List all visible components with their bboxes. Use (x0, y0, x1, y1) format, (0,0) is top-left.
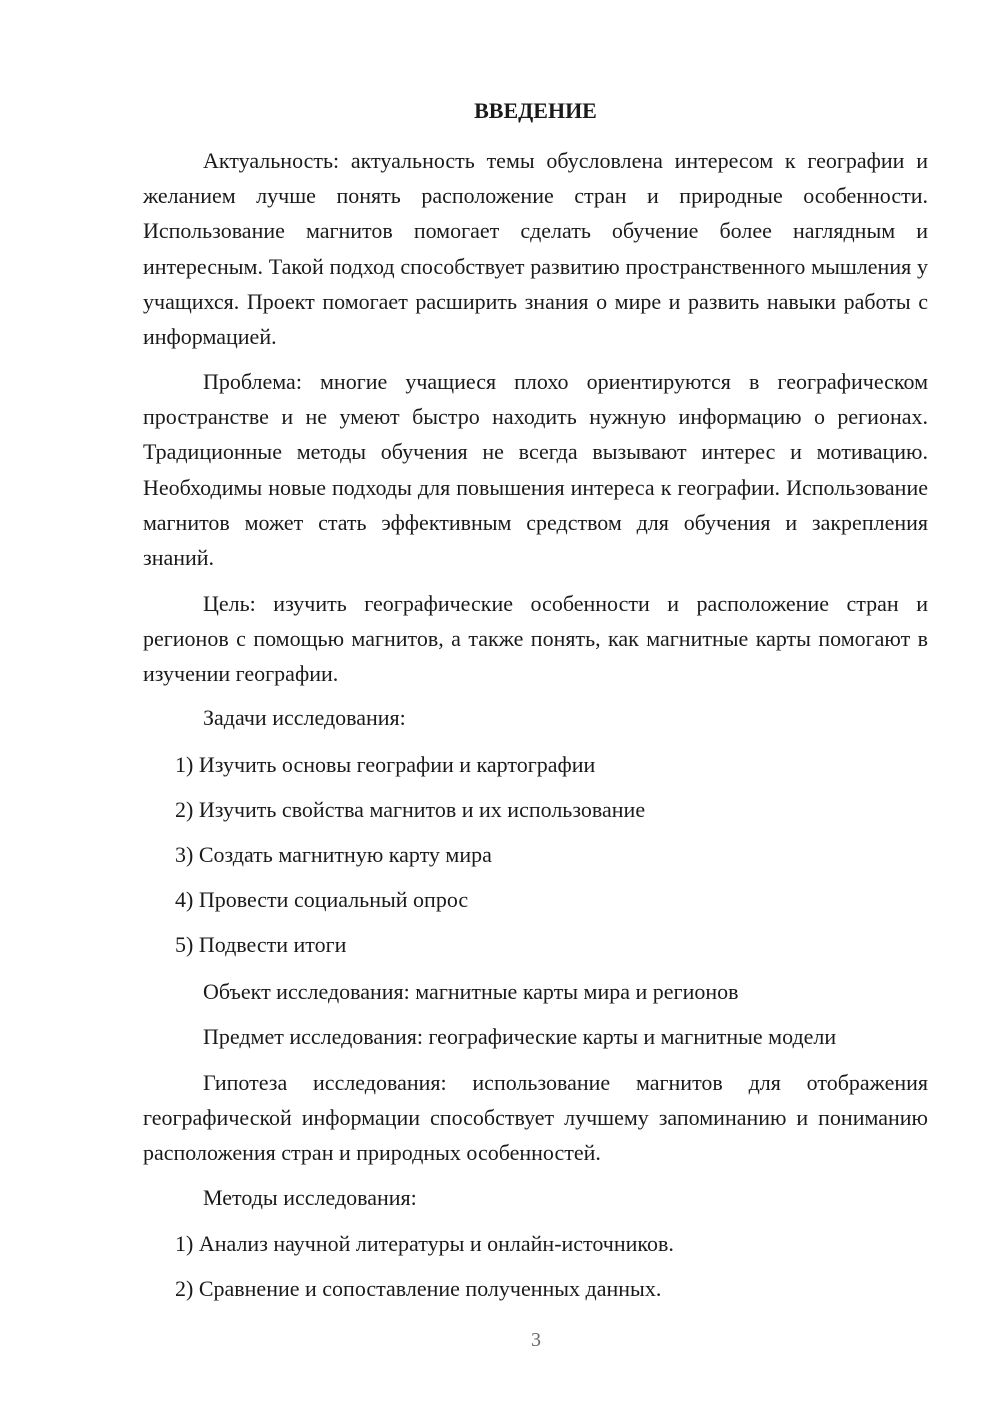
subject-line: Предмет исследования: географические карты и магнитные модели (203, 1024, 837, 1049)
object-line: Объект исследования: магнитные карты мира и регионов (203, 979, 739, 1004)
method-item: 2) Сравнение и сопоставление полученных данных. (175, 1276, 662, 1301)
tasks-heading: Задачи исследования: (203, 705, 406, 730)
hypothesis-paragraph: Гипотеза исследования: использование магнитов для отображения географической информации способствует лучшему запоминанию и пониманию расположения стран и природных особенностей. (143, 1070, 928, 1166)
task-item: 2) Изучить свойства магнитов и их использование (175, 797, 646, 822)
goal-paragraph: Цель: изучить географические особенности и расположение стран и регионов с помощью магнитов, а также понять, как магнитные карты помогают в изучении географии. (143, 591, 928, 687)
problem-paragraph: Проблема: многие учащиеся плохо ориентируются в географическом пространстве и не умеют быстро находить нужную информацию о регионах. Традиционные методы обучения не всегда вызывают интерес и мотивацию. Необходимы новые подходы для повышения интереса к географии. Использование магнитов может стать эффективным средством для обучения и закрепления знаний. (143, 369, 928, 571)
relevance-paragraph: Актуальность: актуальность темы обусловлена интересом к географии и желанием лучше понять расположение стран и природные особенности. Использование магнитов помогает сделать обучение более наглядным и интересным. Такой подход способствует развитию пространственного мышления у учащихся. Проект помогает расширить знания о мире и развить навыки работы с информацией. (143, 148, 928, 350)
task-item: 5) Подвести итоги (175, 932, 347, 957)
methods-heading: Методы исследования: (203, 1185, 417, 1210)
method-item: 1) Анализ научной литературы и онлайн-источников. (175, 1231, 674, 1256)
task-item: 4) Провести социальный опрос (175, 887, 469, 912)
task-item: 1) Изучить основы географии и картографии (175, 752, 596, 777)
task-item: 3) Создать магнитную карту мира (175, 842, 492, 867)
page-number: 3 (531, 1329, 541, 1351)
page-title: ВВЕДЕНИЕ (474, 98, 597, 123)
